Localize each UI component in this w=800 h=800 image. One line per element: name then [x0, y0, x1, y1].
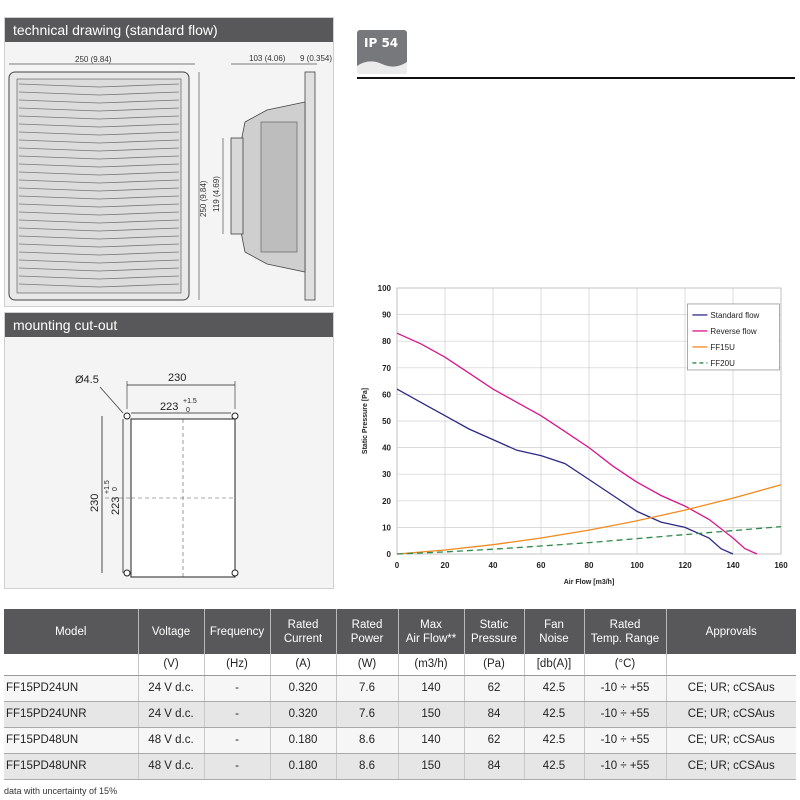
unit-cell: (W) — [336, 654, 398, 675]
unit-cell: (Pa) — [464, 654, 524, 675]
unit-cell: (V) — [138, 654, 204, 675]
table-cell: 140 — [398, 727, 464, 753]
x-tick-label: 0 — [394, 561, 400, 570]
hole-diameter-label: Ø4.5 — [75, 374, 99, 386]
y-tick-label: 50 — [382, 417, 391, 426]
table-cell: 48 V d.c. — [138, 753, 204, 779]
table-row — [4, 753, 796, 779]
unit-cell: (A) — [270, 654, 336, 675]
y-tick-label: 100 — [377, 284, 391, 293]
mounting-cutout-figure — [5, 337, 333, 588]
technical-drawing-title: technical drawing (standard flow) — [5, 18, 333, 42]
table-cell: 84 — [464, 701, 524, 727]
table-cell: 0.320 — [270, 701, 336, 727]
table-cell: 8.6 — [336, 753, 398, 779]
table-cell: 62 — [464, 675, 524, 701]
inner-height-tol-bottom: 0 — [112, 487, 119, 491]
table-cell: 42.5 — [524, 675, 584, 701]
table-cell: 7.6 — [336, 675, 398, 701]
table-cell: 150 — [398, 701, 464, 727]
legend-label: FF15U — [710, 342, 735, 352]
column-header: Static Pressure — [464, 609, 524, 654]
spec-table — [4, 609, 796, 780]
dim-width: 250 (9.84) — [75, 55, 112, 64]
y-tick-label: 70 — [382, 363, 391, 373]
table-cell: 0.180 — [270, 727, 336, 753]
x-tick-label: 160 — [774, 561, 788, 570]
column-header: Rated Current — [270, 609, 336, 654]
mounting-cutout-title: mounting cut-out — [5, 313, 333, 337]
model-cell: FF15PD48UN — [4, 727, 138, 753]
table-cell: 84 — [464, 753, 524, 779]
y-tick-label: 80 — [382, 337, 391, 347]
column-header: Rated Power — [336, 609, 398, 654]
table-cell: CE; UR; cCSAus — [666, 727, 796, 753]
table-cell: - — [204, 753, 270, 779]
dim-inner: 119 (4.69) — [212, 176, 221, 212]
table-row — [4, 701, 796, 727]
table-cell: - — [204, 675, 270, 701]
column-header: Model — [4, 609, 138, 654]
table-cell: 0.180 — [270, 753, 336, 779]
table-cell: 42.5 — [524, 753, 584, 779]
y-tick-label: 30 — [382, 470, 391, 480]
legend-label: Reverse flow — [710, 326, 757, 336]
table-row — [4, 727, 796, 753]
y-tick-label: 10 — [382, 523, 391, 533]
y-tick-label: 0 — [386, 550, 391, 559]
unit-cell — [666, 654, 796, 675]
table-cell: - — [204, 701, 270, 727]
table-cell: CE; UR; cCSAus — [666, 701, 796, 727]
technical-drawing-figure — [5, 42, 333, 306]
table-cell: 8.6 — [336, 727, 398, 753]
table-units-row — [4, 654, 796, 675]
table-cell: 42.5 — [524, 727, 584, 753]
ip54-badge — [357, 30, 407, 74]
inner-width-tol-bottom: 0 — [186, 407, 190, 414]
legend-label: Standard flow — [710, 310, 760, 320]
inner-width-tol-top: +1.5 — [183, 398, 197, 405]
x-tick-label: 20 — [440, 561, 450, 570]
technical-drawing-panel — [4, 17, 334, 307]
dim-side: 9 (0.354) — [300, 54, 333, 63]
y-tick-label: 90 — [382, 310, 391, 320]
unit-cell: [db(A)] — [524, 654, 584, 675]
y-tick-label: 60 — [382, 390, 391, 400]
model-cell: FF15PD24UNR — [4, 701, 138, 727]
column-header: Max Air Flow** — [398, 609, 464, 654]
footnote: data with uncertainty of 15% — [4, 786, 118, 796]
column-header: Approvals — [666, 609, 796, 654]
model-cell: FF15PD48UNR — [4, 753, 138, 779]
table-cell: 0.320 — [270, 675, 336, 701]
outer-width-label: 230 — [168, 372, 187, 384]
legend-label: FF20U — [710, 358, 735, 368]
table-header-row — [4, 609, 796, 654]
unit-cell: (m3/h) — [398, 654, 464, 675]
table-cell: - — [204, 727, 270, 753]
table-row — [4, 675, 796, 701]
y-tick-label: 20 — [382, 496, 391, 506]
table-cell: 150 — [398, 753, 464, 779]
table-cell: 42.5 — [524, 701, 584, 727]
x-tick-label: 100 — [630, 561, 644, 570]
column-header: Voltage — [138, 609, 204, 654]
inner-height-label: 223 — [110, 496, 122, 515]
table-cell: -10 ÷ +55 — [584, 753, 666, 779]
y-tick-label: 40 — [382, 443, 391, 453]
inner-width-label: 223 — [160, 401, 179, 413]
table-cell: -10 ÷ +55 — [584, 701, 666, 727]
table-cell: 140 — [398, 675, 464, 701]
dim-height: 250 (9.84) — [199, 180, 208, 217]
column-header: Rated Temp. Range — [584, 609, 666, 654]
outer-height-label: 230 — [89, 493, 101, 512]
table-cell: -10 ÷ +55 — [584, 727, 666, 753]
x-tick-label: 40 — [488, 561, 498, 570]
unit-cell: (°C) — [584, 654, 666, 675]
y-axis-label: Static Pressure [Pa] — [362, 387, 369, 455]
model-cell: FF15PD24UN — [4, 675, 138, 701]
unit-cell — [4, 654, 138, 675]
unit-cell: (Hz) — [204, 654, 270, 675]
table-cell: 24 V d.c. — [138, 675, 204, 701]
table-cell: 7.6 — [336, 701, 398, 727]
x-tick-label: 120 — [678, 561, 692, 570]
table-cell: CE; UR; cCSAus — [666, 753, 796, 779]
column-header: Frequency — [204, 609, 270, 654]
performance-chart — [355, 280, 795, 600]
table-cell: 62 — [464, 727, 524, 753]
inner-height-tol-top: +1.5 — [104, 480, 111, 494]
dim-depth: 103 (4.06) — [249, 54, 286, 63]
mounting-cutout-panel — [4, 312, 334, 589]
header-rule — [357, 77, 795, 79]
x-tick-label: 60 — [536, 561, 546, 570]
table-cell: -10 ÷ +55 — [584, 675, 666, 701]
ip54-badge-text: IP 54 — [364, 36, 399, 50]
table-cell: 24 V d.c. — [138, 701, 204, 727]
x-tick-label: 80 — [584, 561, 594, 570]
x-tick-label: 140 — [726, 561, 740, 570]
table-cell: CE; UR; cCSAus — [666, 675, 796, 701]
x-axis-label: Air Flow [m3/h] — [563, 579, 615, 586]
column-header: Fan Noise — [524, 609, 584, 654]
table-cell: 48 V d.c. — [138, 727, 204, 753]
